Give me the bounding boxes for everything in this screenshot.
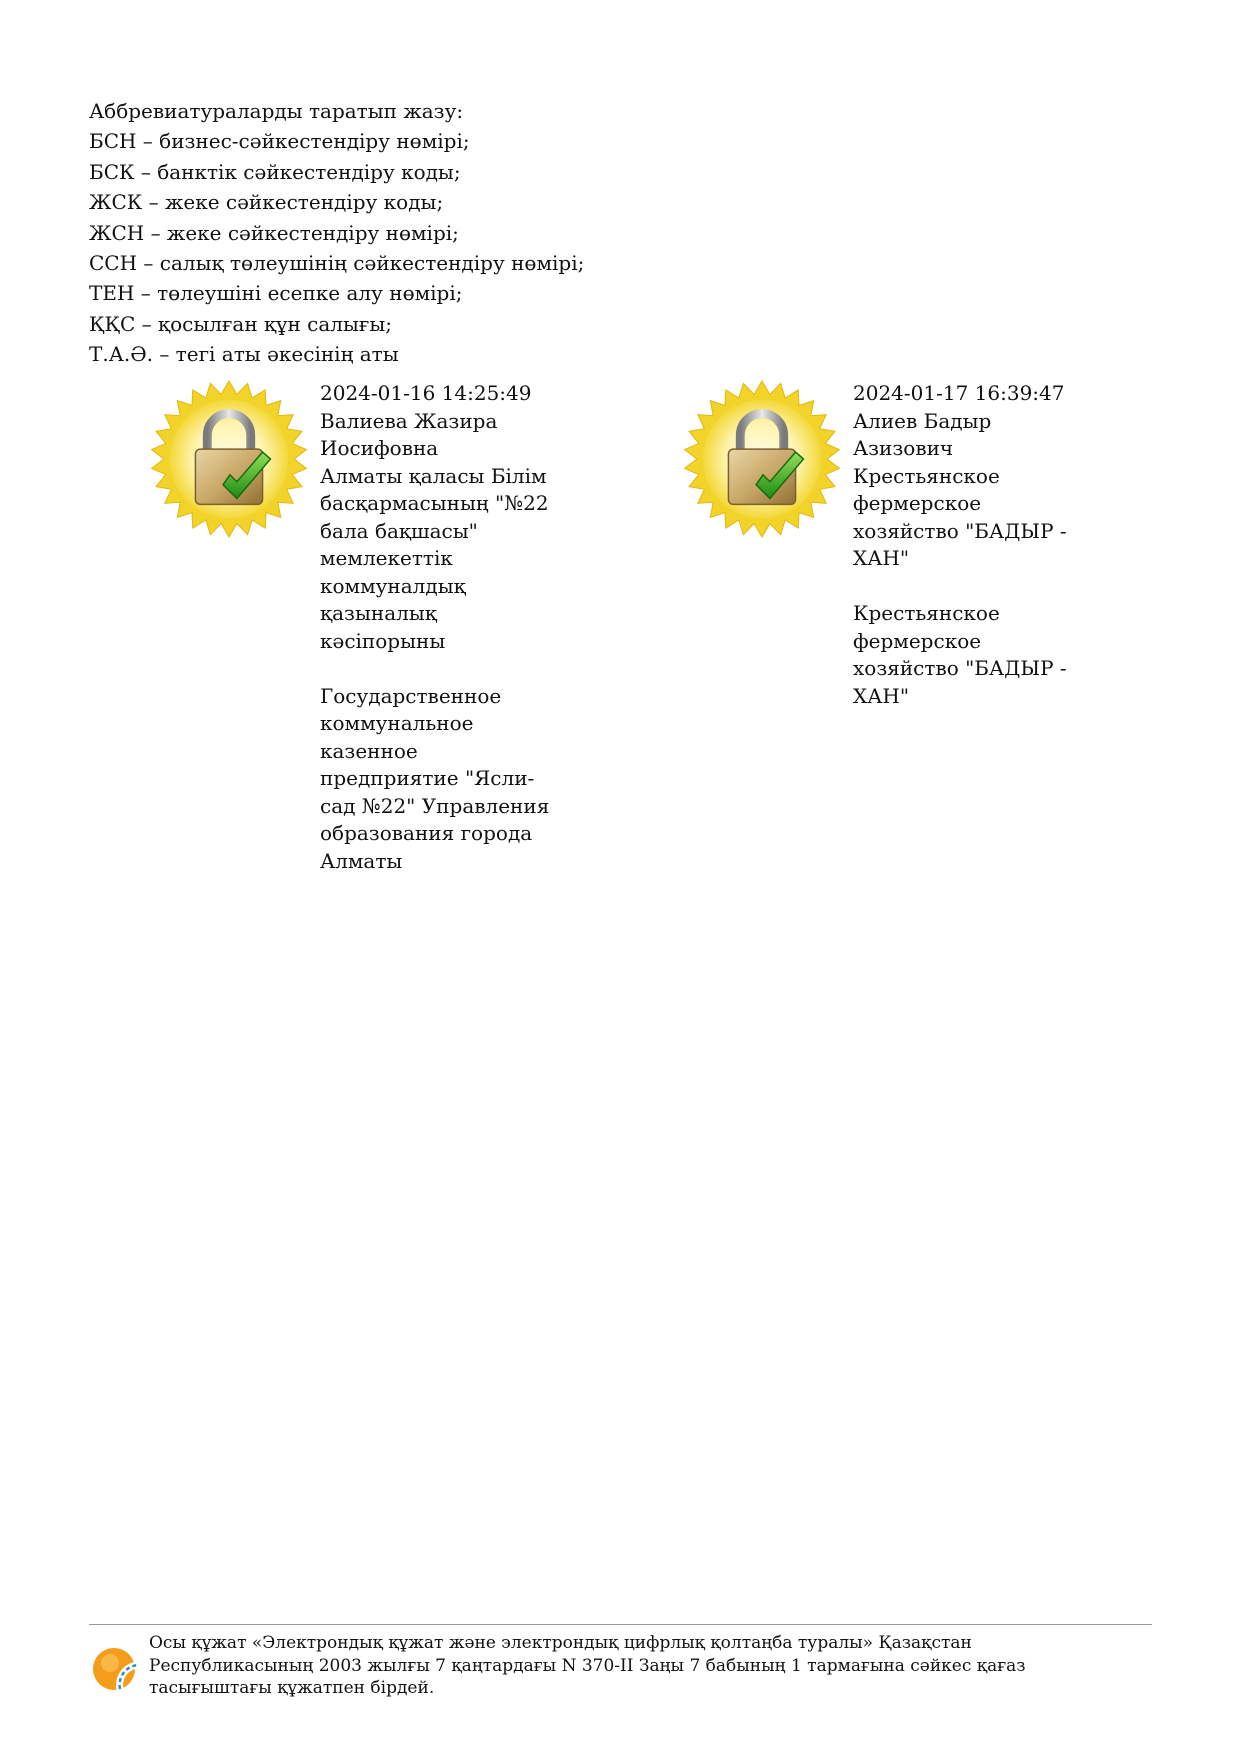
org-kz-line: Крестьянское — [853, 463, 1000, 488]
abbreviations-heading: Аббревиатураларды таратып жазу: — [89, 99, 464, 123]
org-kz-line: бала бақшасы" — [320, 518, 478, 543]
verified-lock-seal-icon — [683, 380, 841, 538]
legal-notice-line: тасығыштағы құжатпен бірдей. — [149, 1678, 435, 1699]
signature-datetime: 2024-01-16 14:25:49 — [320, 381, 532, 405]
egov-logo-icon — [90, 1641, 142, 1693]
org-kz-line: коммуналдық — [320, 573, 466, 598]
legal-notice — [149, 1632, 1149, 1700]
org-kz-line: мемлекеттік — [320, 546, 453, 570]
org-ru-line: Государственное — [320, 683, 502, 708]
abbreviation-item: ЖСК – жеке сәйкестендіру коды; — [89, 190, 444, 215]
abbreviation-item: Т.А.Ә. – тегі аты әкесінің аты — [89, 342, 399, 367]
spacer — [320, 655, 565, 683]
signer-name-line: Азизович — [853, 436, 954, 460]
org-kz-line: хозяйство "БАДЫР - — [853, 518, 1067, 543]
org-ru-line: хозяйство "БАДЫР - — [853, 656, 1067, 680]
org-kz-line: фермерское — [853, 491, 982, 515]
abbreviation-item: БСН – бизнес-сәйкестендіру нөмірі; — [89, 129, 470, 154]
org-ru-line: коммунальное — [320, 711, 474, 735]
signer-name-line: Иосифовна — [320, 436, 439, 460]
abbreviation-item: ТЕН – төлеушіні есепке алу нөмірі; — [89, 281, 463, 306]
org-ru-line: фермерское — [853, 628, 982, 653]
org-kz-line: қазыналық — [320, 601, 437, 625]
legal-notice-line: Осы құжат «Электрондық құжат және электрондық цифрлық қолтаңба туралы» Қазақстан — [149, 1633, 972, 1653]
abbreviation-item: ЖСН – жеке сәйкестендіру нөмірі; — [89, 220, 459, 245]
signer-name-line: Валиева Жазира — [320, 408, 498, 433]
signer-name-line: Алиев Бадыр — [853, 408, 992, 433]
spacer — [853, 573, 1098, 601]
org-ru-line: образования города — [320, 821, 533, 845]
abbreviation-item: ҚҚС – қосылған құн салығы; — [89, 311, 393, 336]
org-kz-line: Алматы қаласы Білім — [320, 463, 547, 488]
abbreviation-item: ССН – салық төлеушінің сәйкестендіру нөмірі; — [89, 251, 585, 276]
org-ru-line: ХАН" — [853, 683, 910, 708]
org-kz-line: ХАН" — [853, 546, 910, 570]
verified-lock-seal-icon — [150, 380, 308, 538]
signature-details — [320, 380, 565, 875]
org-ru-line: сад №22" Управления — [320, 793, 550, 818]
abbreviation-item: БСК – банктік сәйкестендіру коды; — [89, 159, 461, 184]
abbreviations-section — [89, 96, 789, 370]
legal-notice-line: Республикасының 2003 жылғы 7 қаңтардағы N 370-II Заңы 7 бабының 1 тармағына сәйкес қағаз — [149, 1655, 1026, 1676]
org-ru-line: Крестьянское — [853, 601, 1000, 625]
org-ru-line: Алматы — [320, 848, 403, 873]
signature-datetime: 2024-01-17 16:39:47 — [853, 381, 1065, 405]
org-kz-line: басқармасының "№22 — [320, 491, 549, 515]
footer-divider — [89, 1624, 1152, 1625]
org-ru-line: казенное — [320, 738, 418, 763]
org-kz-line: кәсіпорыны — [320, 628, 446, 653]
signature-details — [853, 380, 1098, 710]
org-ru-line: предприятие "Ясли- — [320, 766, 535, 790]
